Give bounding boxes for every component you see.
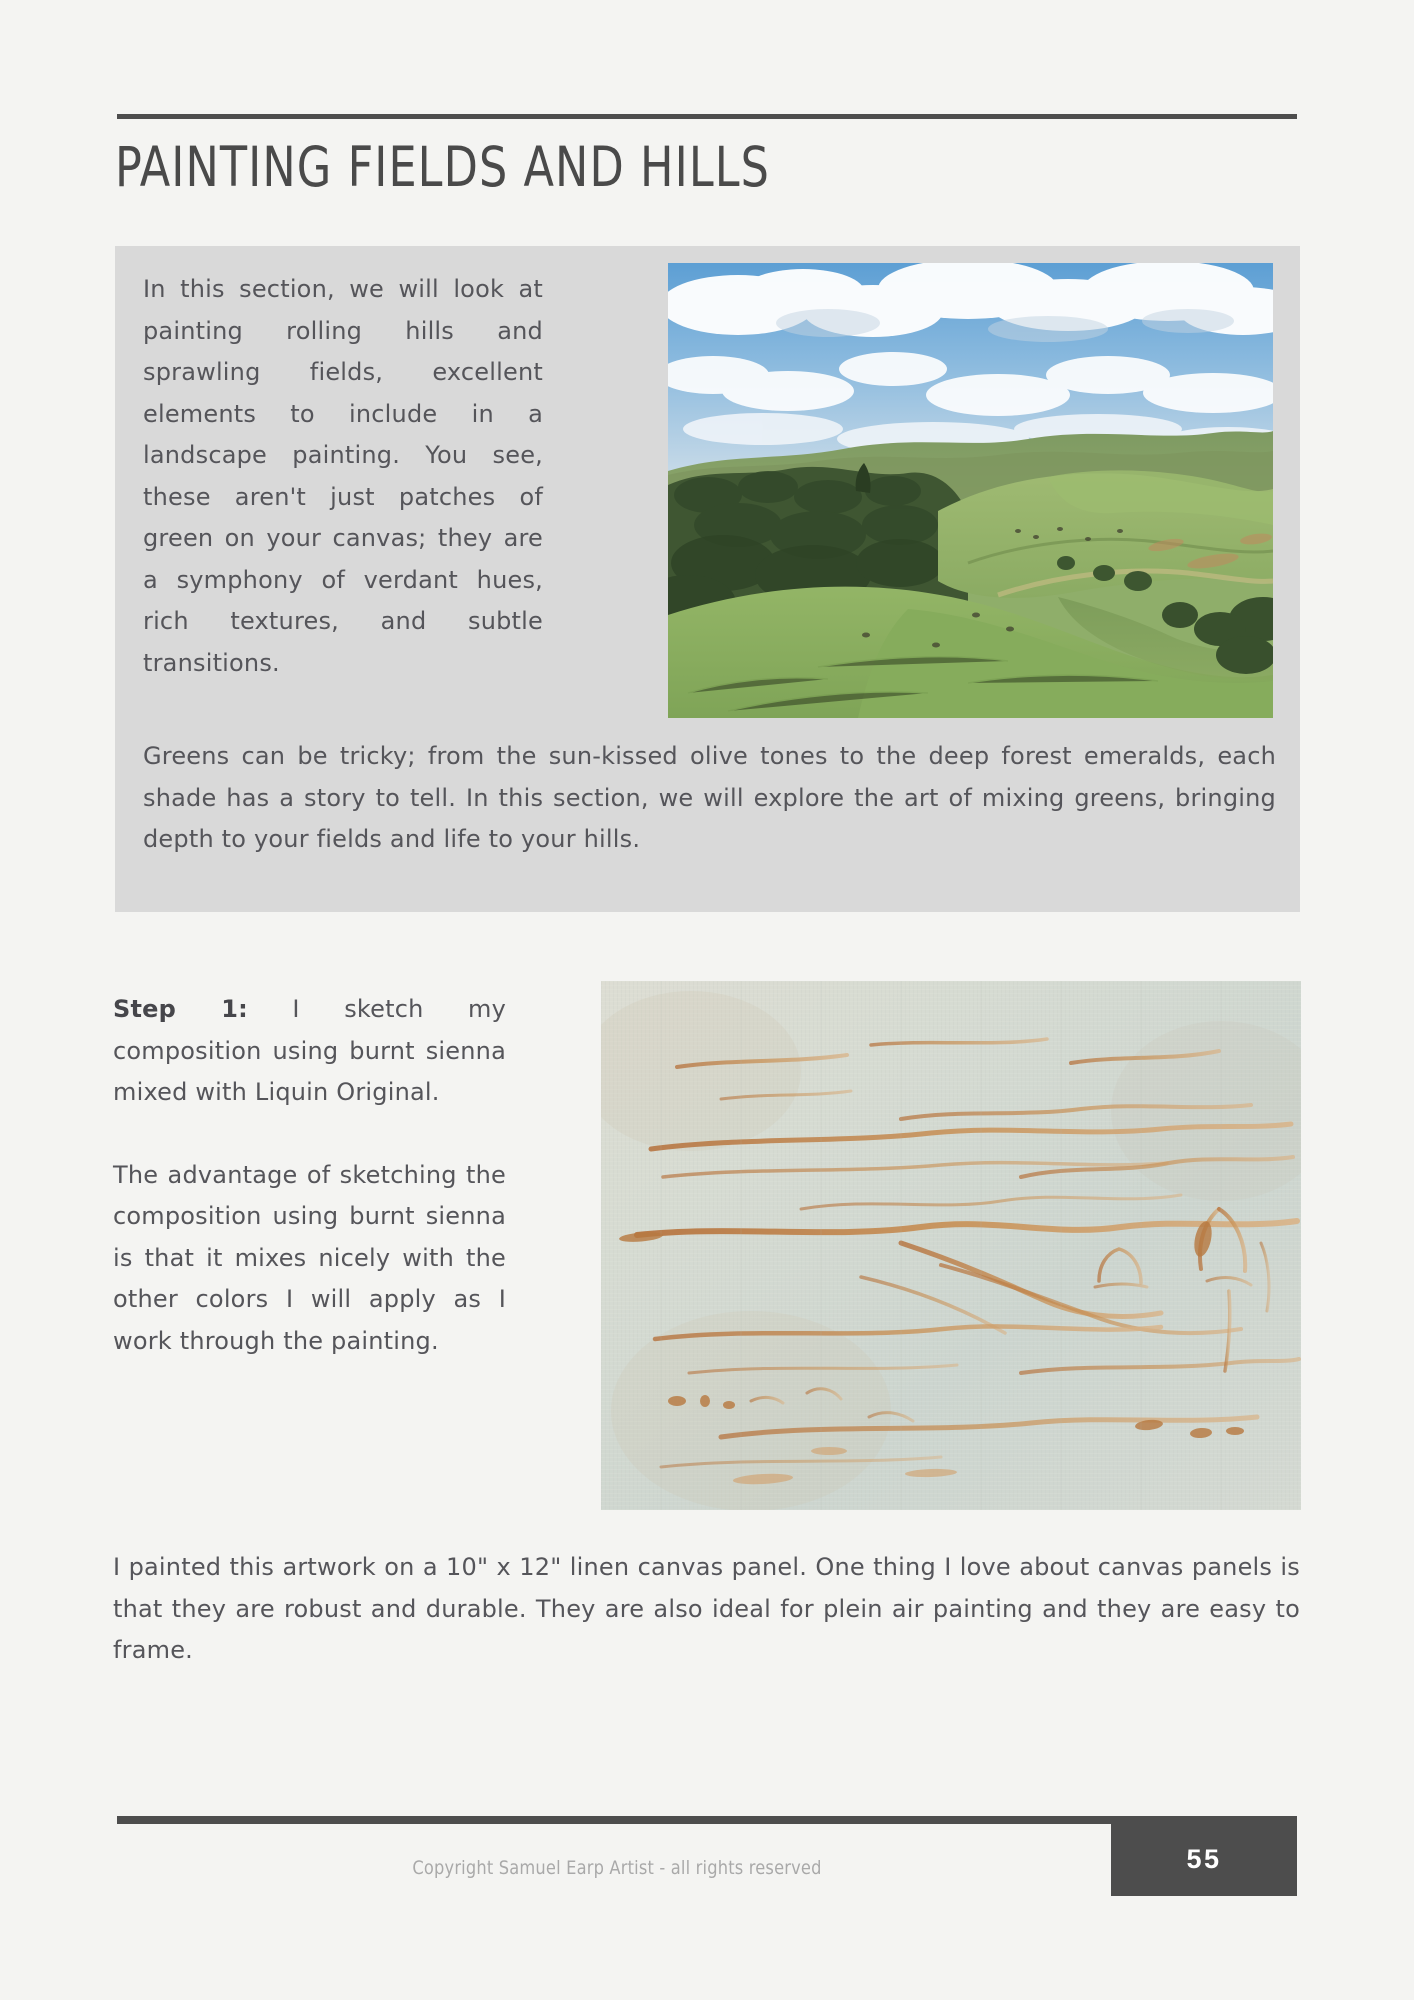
step-paragraph-2: The advantage of sketching the composition using burnt sienna is that it mixes nicely with the other colors I will apply as I work through the painting.: [113, 1160, 506, 1355]
step-label: Step 1:: [113, 995, 248, 1023]
intro-panel: [115, 246, 1300, 912]
step-paragraph-1: [113, 989, 506, 1114]
footer-copyright: Copyright Samuel Earp Artist - all rights reserved: [412, 1857, 822, 1879]
step-text-column: [113, 989, 506, 1362]
page-title: PAINTING FIELDS AND HILLS: [115, 135, 770, 199]
page-number-box: [1111, 1822, 1297, 1896]
canvas-sketch-photo: [601, 981, 1301, 1510]
intro-text-column: [143, 269, 543, 684]
hills-landscape-photo: [668, 263, 1273, 718]
hills-landscape-illustration: [668, 263, 1273, 718]
closing-paragraph-wrap: [113, 1547, 1300, 1672]
intro-paragraph-2: Greens can be tricky; from the sun-kissed olive tones to the deep forest emeralds, each shade has a story to tell. In this section, we will explore the art of mixing greens, bringing depth to your fields and life to your hills.: [143, 742, 1276, 853]
intro-text-lower: [143, 736, 1276, 861]
intro-paragraph-1: In this section, we will look at painting rolling hills and sprawling fields, excellent elements to include in a landscape painting. You see, these aren't just patches of green on your canvas; they are a symphony of verdant hues, rich textures, and subtle transitions.: [143, 275, 543, 677]
step-paragraph-1-rest: I sketch my composition using burnt sienna mixed with Liquin Original.: [113, 995, 506, 1106]
header-rule: [117, 114, 1297, 119]
closing-paragraph: I painted this artwork on a 10" x 12" linen canvas panel. One thing I love about canvas panels is that they are robust and durable. They are also ideal for plein air painting and they are easy to frame.: [113, 1553, 1300, 1664]
canvas-sketch-illustration: [601, 981, 1301, 1510]
page-number: 55: [1186, 1843, 1222, 1874]
